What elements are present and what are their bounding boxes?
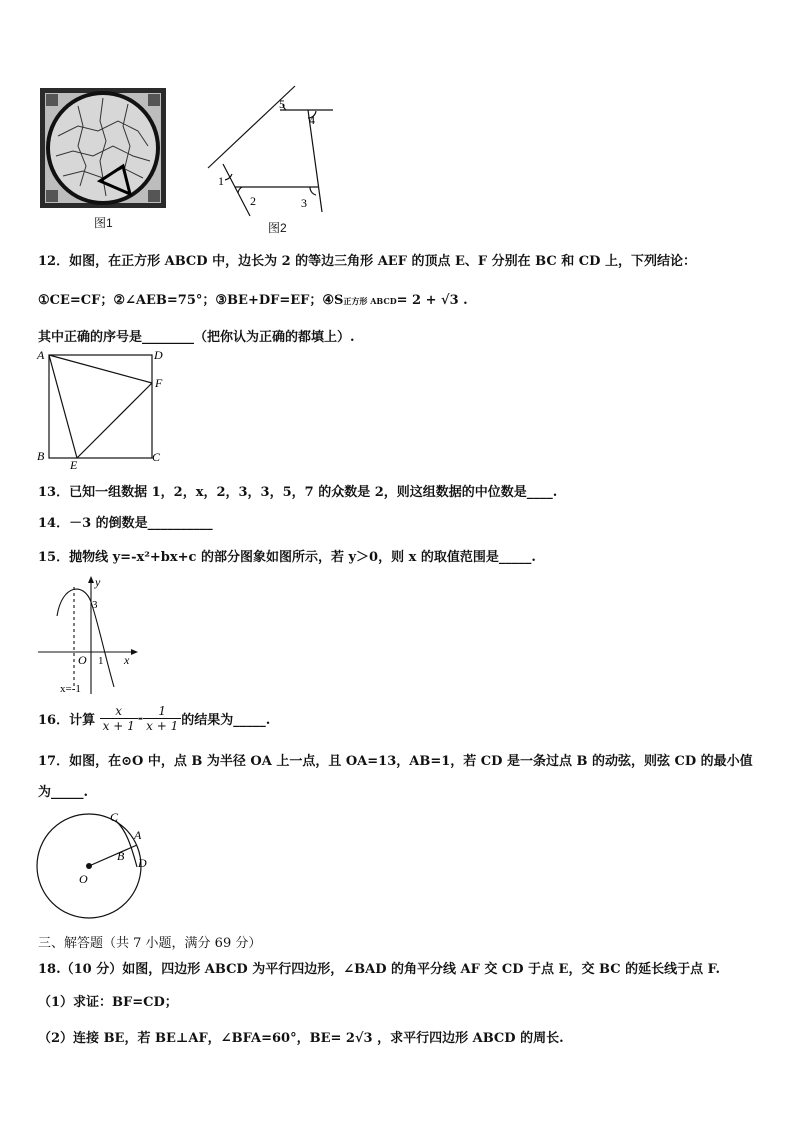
angle-5-label: 5 <box>279 97 285 111</box>
q16-fraction-1-numerator: x <box>100 704 138 719</box>
q18-part-2: （2）连接 BE，若 BE⊥AF，∠BFA=60°，BE= 2√3 ，求平行四边形 ABCD 的周长. <box>38 1031 564 1046</box>
q12-area-subscript: 正方形 ABCD <box>343 296 397 306</box>
q16-minus: - <box>137 711 144 726</box>
q17-label-d: D <box>138 856 147 870</box>
q12-line-1: 12．如图，在正方形 ABCD 中，边长为 2 的等边三角形 AEF 的顶点 E、F 分别在 BC 和 CD 上，下列结论： <box>38 254 696 269</box>
q12-label-a: A <box>37 348 45 362</box>
q17-label-a: A <box>134 828 142 842</box>
q16-fraction-2-numerator: 1 <box>143 704 181 719</box>
figure-1-caption: 图1 <box>94 216 113 230</box>
q12-line-3: 其中正确的序号是________（把你认为正确的都填上）. <box>38 330 355 345</box>
q12-label-b: B <box>37 449 45 463</box>
q15-label-three: 3 <box>92 599 98 611</box>
q16-fraction-2 <box>143 704 181 733</box>
q15-text: 15．抛物线 y=-x²+bx+c 的部分图象如图所示，若 y＞0，则 x 的取值范围是_____. <box>38 550 536 565</box>
angle-3-label: 3 <box>301 196 307 210</box>
q18-part-1: （1）求证：BF=CD； <box>38 995 178 1010</box>
q12-square-diagram <box>34 345 174 470</box>
q13-text: 13．已知一组数据 1，2，x，2，3，3，5，7 的众数是 2，则这组数据的中位数是____. <box>38 485 558 500</box>
figure-2-diagram <box>200 84 340 219</box>
q15-parabola-graph <box>34 572 144 697</box>
q17-line-1: 17．如图，在⊙O 中，点 B 为半径 OA 上一点，且 OA=13，AB=1，若 CD 是一条过点 B 的动弦，则弦 CD 的最小值 <box>38 754 753 769</box>
q17-label-b: B <box>117 849 125 863</box>
q16-fraction-2-denominator: x + 1 <box>146 719 179 733</box>
q15-label-x: x <box>124 653 130 667</box>
q12-label-e: E <box>70 458 78 470</box>
q12-conclusions: ①CE=CF；②∠AEB=75°；③BE+DF=EF；④S <box>38 293 344 308</box>
q12-line-2 <box>38 289 468 308</box>
q15-label-axis: x=-1 <box>60 683 81 695</box>
figure-2-caption: 图2 <box>268 221 287 235</box>
q17-line-2: 为_____. <box>38 785 89 800</box>
angle-4-label: 4 <box>309 113 315 127</box>
q12-label-f: F <box>155 376 163 390</box>
q17-circle-diagram <box>34 805 164 923</box>
q15-label-y: y <box>95 575 101 589</box>
figure-1-image <box>38 86 168 210</box>
q16-line <box>38 704 270 733</box>
q16-prefix: 16．计算 <box>38 713 96 728</box>
section-3-heading: 三、解答题（共 7 小题，满分 69 分） <box>38 936 262 951</box>
q17-label-c: C <box>110 810 119 824</box>
q12-label-d: D <box>154 348 163 362</box>
q12-area-value: = 2 + √3 . <box>396 293 468 308</box>
q14-text: 14．－3 的倒数是__________ <box>38 516 213 531</box>
angle-2-label: 2 <box>250 194 256 208</box>
q16-fraction-1 <box>100 704 138 733</box>
q15-label-origin: O <box>78 653 87 667</box>
q12-label-c: C <box>152 450 161 464</box>
q15-label-one: 1 <box>98 655 104 667</box>
q16-suffix: 的结果为_____. <box>181 713 271 728</box>
q17-label-o: O <box>79 872 88 886</box>
angle-1-label: 1 <box>218 174 224 188</box>
q18-line-1: 18.（10 分）如图，四边形 ABCD 为平行四边形，∠BAD 的角平分线 AF 交 CD 于点 E，交 BC 的延长线于点 F. <box>38 962 721 977</box>
q16-fraction-1-denominator: x + 1 <box>102 719 135 733</box>
